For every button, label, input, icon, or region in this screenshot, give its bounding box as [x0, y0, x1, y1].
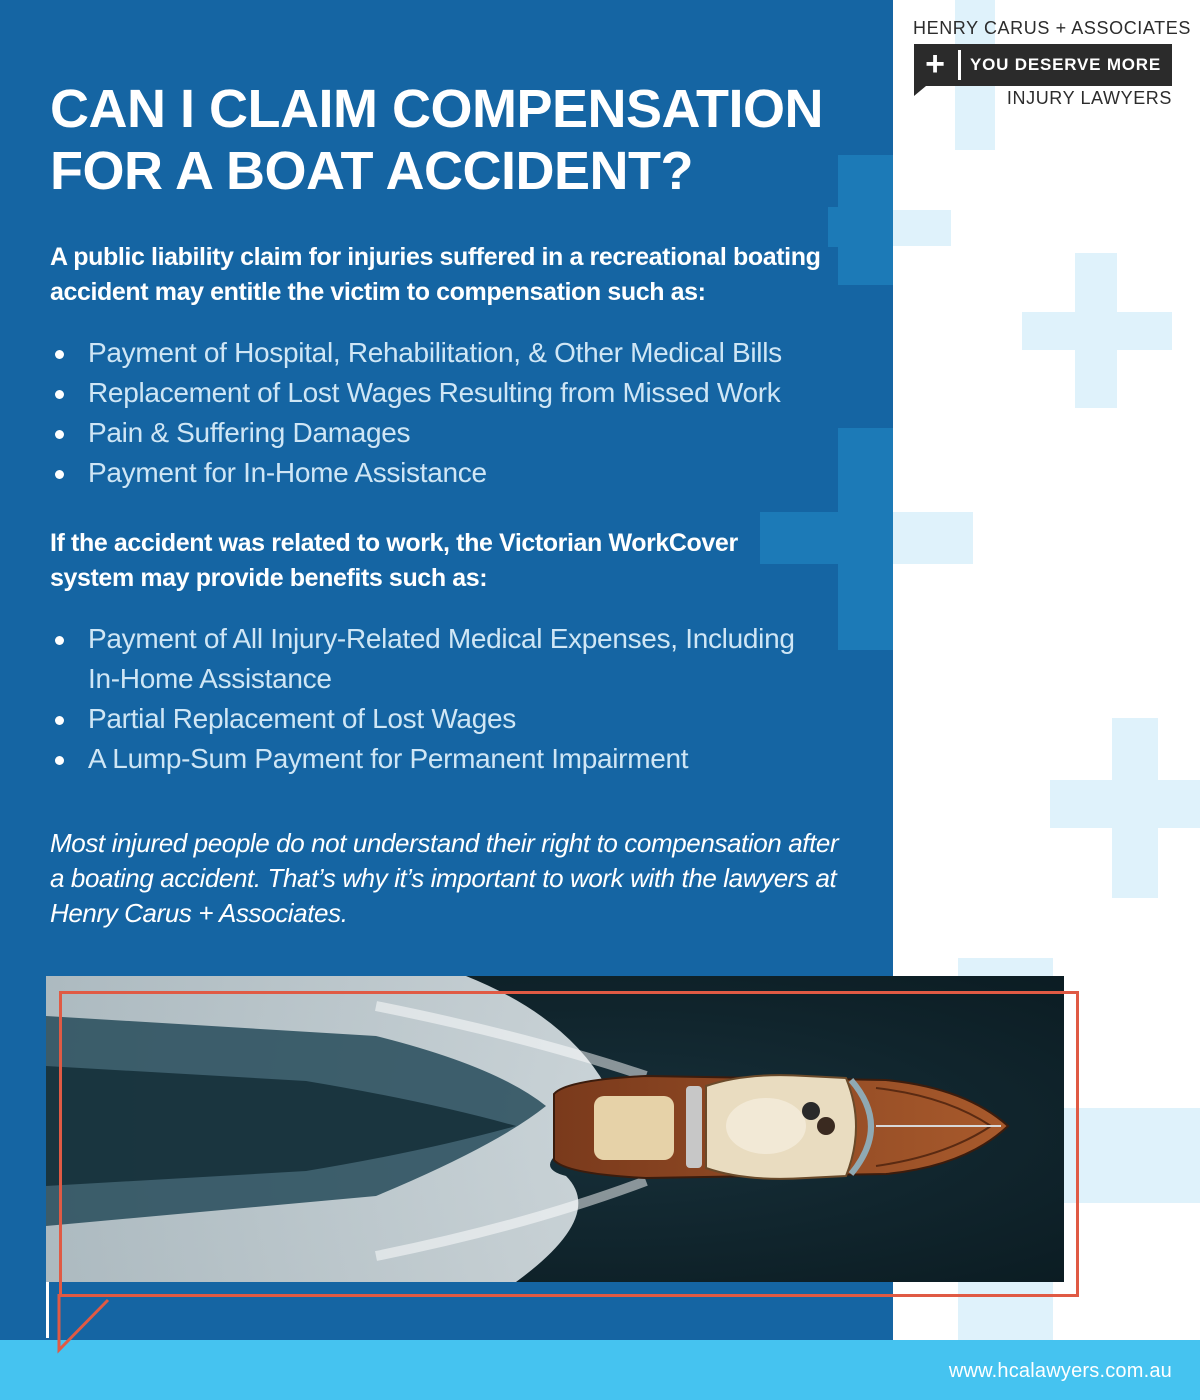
brand-subtitle: INJURY LAWYERS [1006, 88, 1172, 108]
title-line-2: FOR A BOAT ACCIDENT? [50, 141, 693, 201]
section2-list [50, 619, 830, 779]
decorative-cross-7 [1064, 1108, 1200, 1203]
plus-icon: + [925, 45, 945, 83]
list-item: Payment of Hospital, Rehabilitation, & Other Medical Bills [50, 333, 830, 373]
section1-intro: A public liability claim for injuries suffered in a recreational boating accident may entitle the victim to compensation such as: [50, 243, 821, 306]
closing-note: Most injured people do not understand their right to compensation after a boating accident. That’s why it’s important to work with the lawyers at Henry Carus + Associates. [50, 828, 839, 928]
website-url[interactable]: www.hcalawyers.com.au [948, 1360, 1172, 1382]
decorative-cross-4 [893, 512, 973, 564]
bullet-icon [55, 430, 64, 439]
logo-divider [958, 50, 961, 80]
bullet-icon [55, 470, 64, 479]
list-item: Replacement of Lost Wages Resulting from Missed Work [50, 373, 830, 413]
list-item: A Lump-Sum Payment for Permanent Impairment [50, 739, 830, 779]
section2-intro: If the accident was related to work, the Victorian WorkCover system may provide benefits such as: [50, 529, 738, 592]
speech-tail-icon [914, 86, 926, 96]
page-title [50, 78, 870, 202]
brand-tagline: YOU DESERVE MORE [970, 55, 1162, 74]
list-item: Payment of All Injury-Related Medical Expenses, Including In-Home Assistance [50, 619, 830, 699]
speech-tail-icon [56, 1294, 136, 1354]
bullet-icon [55, 636, 64, 645]
brand-tagline-box [914, 44, 1172, 86]
decorative-cross-3 [893, 210, 951, 246]
brand-name: HENRY CARUS + ASSOCIATES [913, 18, 1191, 38]
bullet-icon [55, 756, 64, 765]
decorative-cross-5b [1050, 780, 1200, 828]
title-line-1: CAN I CLAIM COMPENSATION [50, 79, 823, 139]
section1-list [50, 333, 830, 493]
list-item: Partial Replacement of Lost Wages [50, 699, 830, 739]
list-item: Payment for In-Home Assistance [50, 453, 830, 493]
bullet-icon [55, 390, 64, 399]
bullet-icon [55, 716, 64, 725]
decorative-cross-2b [1022, 312, 1172, 350]
bullet-icon [55, 350, 64, 359]
photo-accent-frame [59, 991, 1079, 1297]
list-item: Pain & Suffering Damages [50, 413, 830, 453]
